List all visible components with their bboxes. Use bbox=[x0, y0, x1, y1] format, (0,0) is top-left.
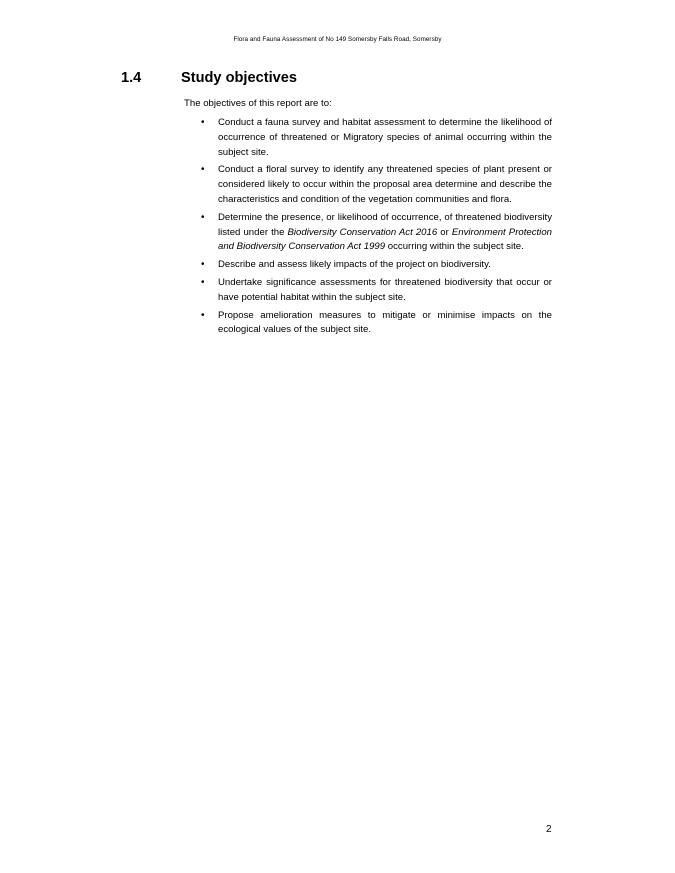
objective-text-segment: Conduct a fauna survey and habitat assessment to determine the likelihood of occurrence of threatened or Migratory species of animal occurring within the subject site. bbox=[218, 117, 552, 158]
objective-text-segment: Determine the presence, or likelihood of occurrence, of threatened biodiversity listed under the bbox=[218, 211, 552, 238]
objective-item bbox=[200, 276, 552, 306]
objective-text bbox=[218, 309, 552, 339]
objective-item bbox=[200, 309, 552, 339]
objective-text-segment: Describe and assess likely impacts of the project on biodiversity. bbox=[218, 259, 491, 271]
objective-text bbox=[218, 258, 552, 273]
objective-text bbox=[218, 211, 552, 255]
objective-text-segment: Undertake significance assessments for threatened biodiversity that occur or have potential habitat within the subject site. bbox=[218, 276, 552, 303]
bullet-icon: • bbox=[201, 276, 205, 288]
bullet-icon: • bbox=[201, 164, 205, 176]
objective-item bbox=[200, 163, 552, 207]
objective-item bbox=[200, 211, 552, 255]
legislation-title: Biodiversity Conservation Act 2016 bbox=[287, 226, 438, 238]
objective-text bbox=[218, 163, 552, 207]
objective-text-segment: or bbox=[437, 226, 452, 238]
objective-text-segment: Propose amelioration measures to mitigate or minimise impacts on the ecological values of the subject site. bbox=[218, 309, 552, 336]
objective-text-segment: Conduct a floral survey to identify any threatened species of plant present or considered likely to occur within the proposal area determine and describe the characteristics and condition of the vegetation communities and flora. bbox=[218, 164, 552, 205]
intro-paragraph: The objectives of this report are to: bbox=[184, 98, 332, 109]
page-number: 2 bbox=[546, 824, 552, 835]
running-header: Flora and Fauna Assessment of No 149 Somersby Falls Road, Somersby bbox=[233, 36, 442, 43]
objective-item bbox=[200, 258, 552, 273]
objective-item bbox=[200, 116, 552, 160]
objective-text bbox=[218, 116, 552, 160]
objective-text bbox=[218, 276, 552, 306]
objective-text-segment: occurring within the subject site. bbox=[385, 241, 524, 253]
objectives-list bbox=[200, 116, 552, 341]
section-number: 1.4 bbox=[121, 70, 142, 86]
legislation-title: Environment Protection and Biodiversity Conservation Act 1999 bbox=[218, 226, 552, 253]
section-title: Study objectives bbox=[181, 70, 297, 86]
bullet-icon: • bbox=[201, 309, 205, 321]
bullet-icon: • bbox=[201, 259, 205, 271]
bullet-icon: • bbox=[201, 211, 205, 223]
bullet-icon: • bbox=[201, 117, 205, 128]
